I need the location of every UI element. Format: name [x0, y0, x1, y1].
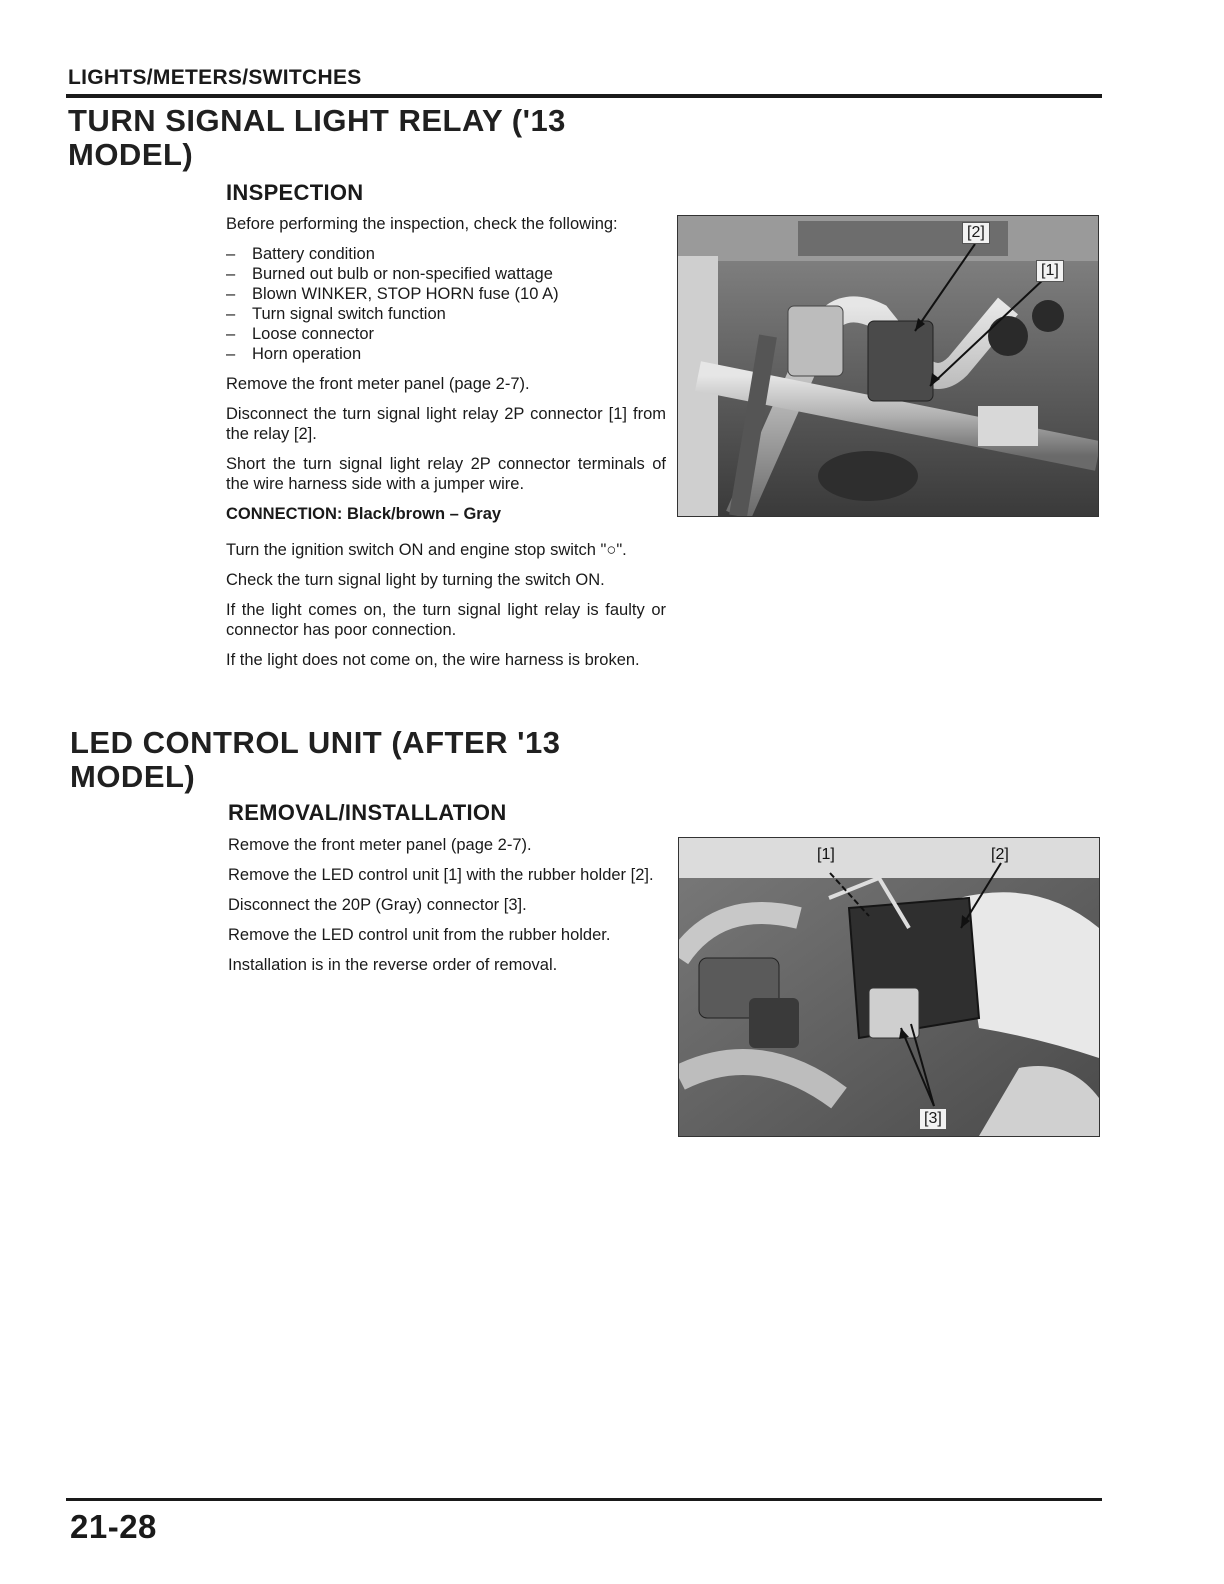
page-number: 21-28 [70, 1508, 157, 1545]
checklist [226, 244, 666, 364]
step-text: Short the turn signal light relay 2P connector terminals of the wire harness side with a jumper wire. [226, 455, 666, 493]
section1-body [226, 214, 666, 670]
connection-spec: CONNECTION: Black/brown – Gray [226, 505, 502, 523]
header-rule [66, 94, 1102, 98]
step-text: Remove the LED control unit from the rubber holder. [228, 926, 611, 944]
section2-title [70, 726, 560, 794]
relay-photo [677, 215, 1099, 517]
step-text: If the light does not come on, the wire harness is broken. [226, 651, 640, 669]
intro-text: Before performing the inspection, check the following: [226, 215, 618, 233]
checklist-item: – Loose connector [226, 325, 375, 343]
photo1-label-1: [1] [1036, 260, 1064, 282]
led-unit-photo-illustration [679, 838, 1099, 1136]
section-header: LIGHTS/METERS/SWITCHES [68, 66, 362, 89]
checklist-item: – Turn signal switch function [226, 305, 446, 323]
photo2-label-3: [3] [919, 1108, 947, 1130]
step-text: Check the turn signal light by turning the switch ON. [226, 571, 605, 589]
step-text: Installation is in the reverse order of removal. [228, 956, 558, 974]
photo2-label-1: [1] [817, 846, 835, 863]
section1-title [68, 104, 566, 172]
checklist-item: – Horn operation [226, 345, 362, 363]
step-text: Disconnect the 20P (Gray) connector [3]. [228, 896, 527, 914]
section1-title-line1: TURN SIGNAL LIGHT RELAY ('13 [68, 103, 566, 138]
section2-subtitle: REMOVAL/INSTALLATION [228, 800, 507, 825]
step-text: Remove the LED control unit [1] with the rubber holder [2]. [228, 866, 654, 884]
photo1-label-2: [2] [962, 222, 990, 244]
footer-rule [66, 1498, 1102, 1501]
relay-photo-illustration [678, 216, 1098, 516]
step-text: If the light comes on, the turn signal light relay is faulty or connector has poor connection. [226, 601, 666, 639]
step-text: Disconnect the turn signal light relay 2P connector [1] from the relay [2]. [226, 405, 666, 443]
led-unit-photo [678, 837, 1100, 1137]
step-text: Remove the front meter panel (page 2-7). [228, 836, 532, 854]
checklist-item: – Blown WINKER, STOP HORN fuse (10 A) [226, 285, 559, 303]
step-text: Turn the ignition switch ON and engine stop switch "○". [226, 541, 627, 559]
section2-title-line2: MODEL) [70, 759, 196, 794]
section2-title-line1: LED CONTROL UNIT (AFTER '13 [70, 725, 561, 760]
checklist-item: – Burned out bulb or non-specified wattage [226, 265, 553, 283]
section1-subtitle: INSPECTION [226, 180, 364, 205]
checklist-item: – Battery condition [226, 245, 375, 263]
section2-body [228, 835, 666, 975]
section1-title-line2: MODEL) [68, 137, 194, 172]
photo2-label-2: [2] [991, 846, 1009, 863]
step-text: Remove the front meter panel (page 2-7). [226, 375, 530, 393]
